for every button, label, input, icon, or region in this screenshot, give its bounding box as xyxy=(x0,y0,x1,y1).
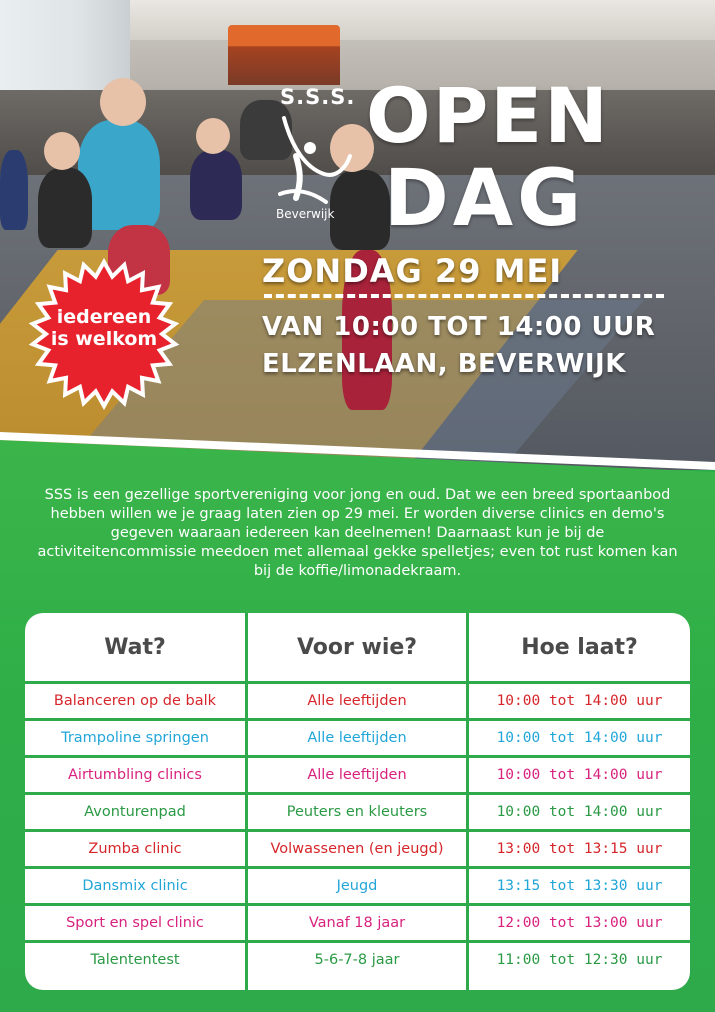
table-cell-voor-wie: Alle leeftijden xyxy=(307,730,407,746)
hero-photo xyxy=(0,0,715,470)
event-time: VAN 10:00 TOT 14:00 UUR xyxy=(262,312,656,342)
table-cell-hoe-laat: 10:00 tot 14:00 uur xyxy=(496,767,663,783)
welcome-badge-line2: is welkom xyxy=(50,328,158,350)
table-cell-wat: Trampoline springen xyxy=(61,730,209,746)
table-cell-hoe-laat: 13:15 tot 13:30 uur xyxy=(496,878,663,894)
club-logo-name: S.S.S. xyxy=(280,85,356,109)
table-cell-hoe-laat: 10:00 tot 14:00 uur xyxy=(496,693,663,709)
table-cell-hoe-laat: 10:00 tot 14:00 uur xyxy=(496,804,663,820)
table-cell-wat: Talententest xyxy=(90,952,180,968)
table-cell-hoe-laat: 12:00 tot 13:00 uur xyxy=(496,915,663,931)
table-cell-wat: Zumba clinic xyxy=(88,841,182,857)
title-open: OPEN xyxy=(366,71,610,160)
dashed-divider xyxy=(264,294,664,298)
col-header-hoe-laat: Hoe laat? xyxy=(521,634,638,660)
table-cell-voor-wie: Alle leeftijden xyxy=(307,693,407,709)
orange-tent xyxy=(228,25,340,85)
gymnast-figure xyxy=(190,150,242,220)
gymnast-logo-icon xyxy=(266,108,354,208)
title-dag: DAG xyxy=(384,154,586,244)
table-cell-wat: Airtumbling clinics xyxy=(68,767,202,783)
welcome-badge-text xyxy=(28,306,180,350)
gymnast-figure xyxy=(38,168,92,248)
gymnast-head xyxy=(100,78,146,126)
table-cell-voor-wie: 5-6-7-8 jaar xyxy=(314,952,400,968)
welcome-badge-line1: iedereen xyxy=(56,306,152,328)
col-header-voor-wie: Voor wie? xyxy=(296,634,418,660)
club-logo-town: Beverwijk xyxy=(276,207,335,221)
table-cell-wat: Sport en spel clinic xyxy=(66,915,204,931)
table-cell-voor-wie: Vanaf 18 jaar xyxy=(308,915,406,931)
gymnast-head xyxy=(44,132,80,170)
table-cell-voor-wie: Volwassenen (en jeugd) xyxy=(270,841,444,857)
schedule-table xyxy=(25,613,690,990)
event-location: ELZENLAAN, BEVERWIJK xyxy=(262,349,626,379)
event-date: ZONDAG 29 MEI xyxy=(262,252,563,290)
table-cell-hoe-laat: 10:00 tot 14:00 uur xyxy=(496,730,663,746)
table-cell-wat: Avonturenpad xyxy=(84,804,186,820)
table-cell-wat: Balanceren op de balk xyxy=(53,693,217,709)
table-cell-voor-wie: Jeugd xyxy=(336,878,378,894)
col-header-wat: Wat? xyxy=(104,634,166,660)
gymnast-figure xyxy=(0,150,28,230)
table-cell-hoe-laat: 11:00 tot 12:30 uur xyxy=(496,952,663,968)
gymnast-head xyxy=(196,118,230,154)
hall-ceiling xyxy=(130,0,715,40)
table-cell-voor-wie: Peuters en kleuters xyxy=(286,804,428,820)
intro-paragraph: SSS is een gezellige sportvereniging voor jong en oud. Dat we een breed sportaanbod hebben willen we je graag laten zien op 29 mei. Er worden diverse clinics en demo's gegeven waaraan iedereen kan deelnemen! Daarnaast kun je bij de activiteitencommissie meedoen met allemaal gekke spelletjes; even tot rust komen kan bij de koffie/limonadekraam. xyxy=(37,487,678,579)
table-cell-hoe-laat: 13:00 tot 13:15 uur xyxy=(496,841,663,857)
table-cell-voor-wie: Alle leeftijden xyxy=(307,767,407,783)
table-cell-wat: Dansmix clinic xyxy=(82,878,188,894)
